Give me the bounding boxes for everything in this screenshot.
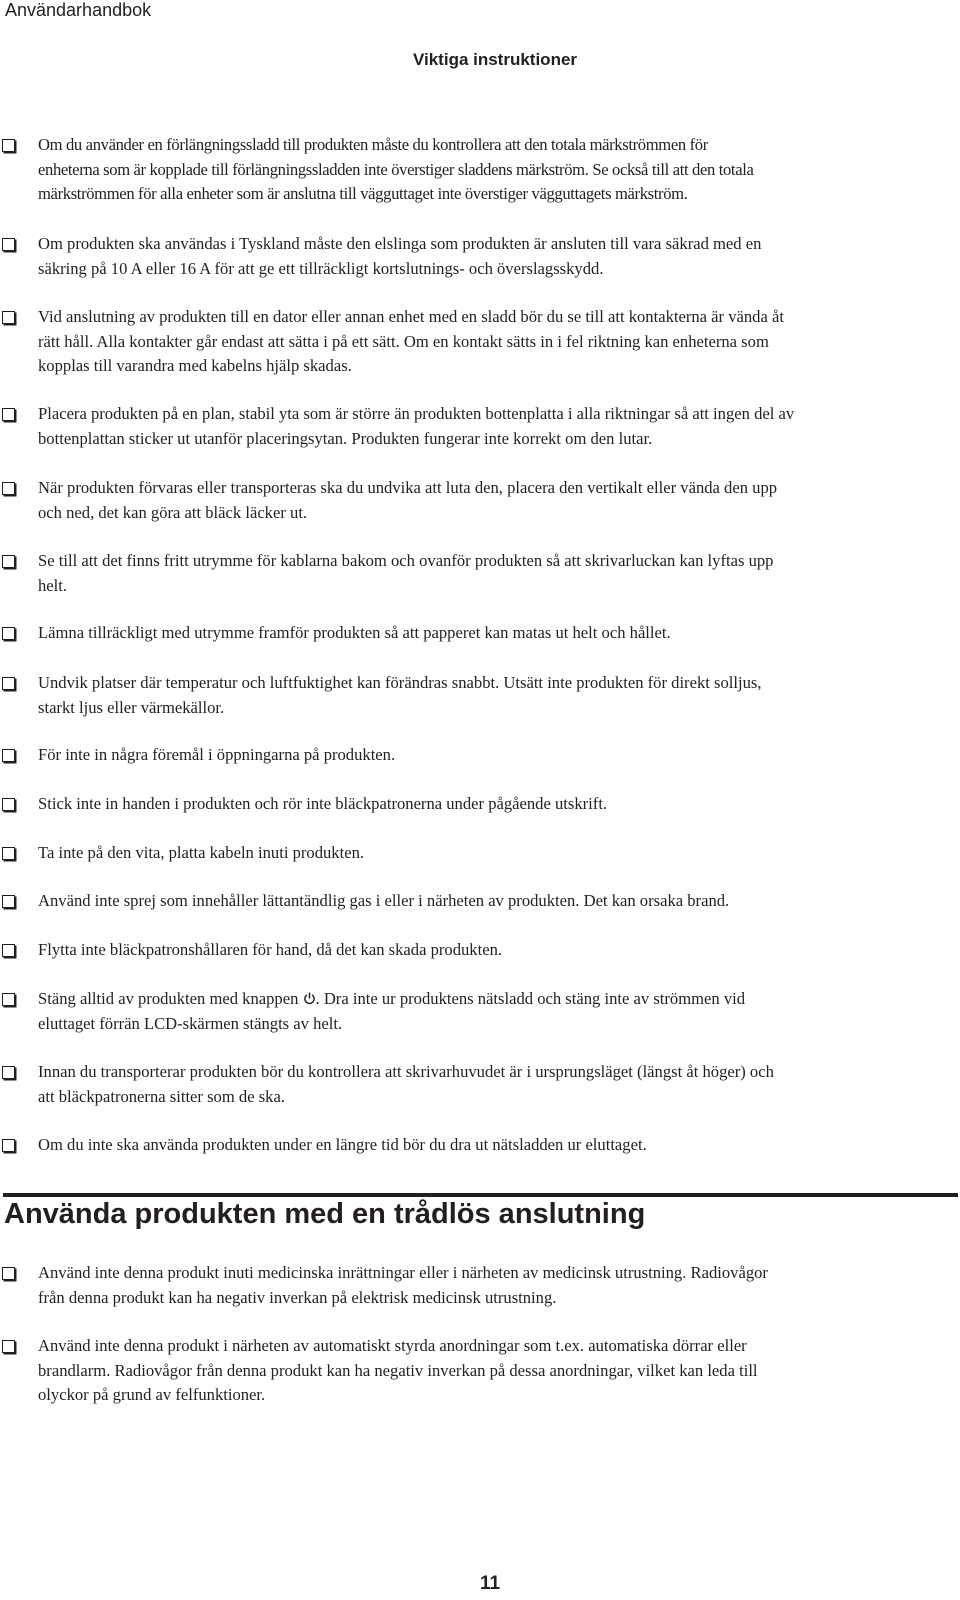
list-item-text: Placera produkten på en plan, stabil yta som är större än produkten bottenplatta i alla riktningar så att ingen del av bottenplattan sticker ut utanför placeringsytan. Produkten fungerar inte korrekt om den lutar. — [38, 404, 795, 448]
power-icon — [303, 992, 316, 1005]
checkbox-bullet-icon — [2, 555, 15, 568]
list-item-text: Vid anslutning av produkten till en dator eller annan enhet med en sladd bör du se till att kontakterna är vända åt rätt håll. Alla kontakter går endast att sätta i på ett sätt. Om en kontakt sätts in i fel riktning kan enheterna som kopplas till varandra med kabelns hjälp skadas. — [38, 307, 784, 375]
list-item-text: Ta inte på den vita, platta kabeln inuti produkten. — [38, 843, 365, 862]
list-item-text: Om du använder en förlängningssladd till produkten måste du kontrollera att den totala märkströmmen för enheterna som är kopplade till förlängningssladden inte överstiger sladdens märkström. Se också till att den totala märkströmmen för alla enheter som är anslutna till vägguttaget inte överstiger vägguttagets märkström. — [38, 135, 754, 203]
list-item-text: Lämna tillräckligt med utrymme framför produkten så att papperet kan matas ut helt och hållet. — [38, 623, 671, 642]
list-item-text: Innan du transporterar produkten bör du kontrollera att skrivarhuvudet är i ursprungsläget (längst åt höger) och att bläckpatronerna sitter som de ska. — [38, 1062, 774, 1106]
checkbox-bullet-icon — [2, 895, 15, 908]
list-item-text: Undvik platser där temperatur och luftfuktighet kan förändras snabbt. Utsätt inte produkten för direkt solljus, starkt ljus eller värmekällor. — [38, 673, 762, 717]
checkbox-bullet-icon — [2, 1066, 15, 1079]
list-item-text: Om produkten ska användas i Tyskland måste den elslinga som produkten är ansluten till vara säkrad med en säkring på 10 A eller 16 A för att ge ett tillräckligt kortslutnings- och överslagsskydd. — [38, 234, 762, 278]
checkbox-bullet-icon — [2, 238, 15, 251]
list-item-text: Använd inte sprej som innehåller lättantändlig gas i eller i närheten av produkten. Det kan orsaka brand. — [38, 891, 730, 910]
checkbox-bullet-icon — [2, 139, 15, 152]
list-item-text: Stick inte in handen i produkten och rör inte bläckpatronerna under pågående utskrift. — [38, 794, 608, 813]
checkbox-bullet-icon — [2, 677, 15, 690]
checkbox-bullet-icon — [2, 1139, 15, 1152]
checkbox-bullet-icon — [2, 993, 15, 1006]
list-item-text: För inte in några föremål i öppningarna på produkten. — [38, 745, 396, 764]
wireless-section-heading: Använda produkten med en trådlös anslutning — [4, 1198, 646, 1230]
section-title: Viktiga instruktioner — [412, 50, 578, 69]
list-item-text: Om du inte ska använda produkten under en längre tid bör du dra ut nätsladden ur eluttaget. — [38, 1135, 647, 1154]
checkbox-bullet-icon — [2, 627, 15, 640]
checkbox-bullet-icon — [2, 847, 15, 860]
list-item-text: När produkten förvaras eller transporteras ska du undvika att luta den, placera den vertikalt eller vända den upp och ned, det kan göra att bläck läcker ut. — [38, 478, 778, 522]
section-divider — [3, 1193, 958, 1197]
text-before-icon: Stäng alltid av produkten med knappen — [38, 989, 303, 1008]
checkbox-bullet-icon — [2, 311, 15, 324]
list-item-text: Använd inte denna produkt i närheten av automatiskt styrda anordningar som t.ex. automatiska dörrar eller brandlarm. Radiovågor från denna produkt kan ha negativ inverkan på dessa anordningar, vilket kan leda till olyckor på grund av felfunktioner. — [38, 1336, 758, 1404]
checkbox-bullet-icon — [2, 1267, 15, 1280]
running-head: Användarhandbok — [5, 0, 152, 20]
checkbox-bullet-icon — [2, 408, 15, 421]
checkbox-bullet-icon — [2, 749, 15, 762]
text-after-icon: . Dra inte ur produktens nätsladd och stäng inte av strömmen vid eluttaget förrän LCD-skärmen stängts av helt. — [38, 989, 746, 1033]
list-item-text: Flytta inte bläckpatronshållaren för hand, då det kan skada produkten. — [38, 940, 503, 959]
checkbox-bullet-icon — [2, 798, 15, 811]
checkbox-bullet-icon — [2, 944, 15, 957]
list-item-text: Se till att det finns fritt utrymme för kablarna bakom och ovanför produkten så att skrivarluckan kan lyftas upp helt. — [38, 551, 774, 595]
list-item-text — [38, 987, 958, 1036]
checkbox-bullet-icon — [2, 1340, 15, 1353]
page-number: 11 — [479, 1573, 501, 1594]
checkbox-bullet-icon — [2, 482, 15, 495]
list-item-text: Använd inte denna produkt inuti medicinska inrättningar eller i närheten av medicinsk utrustning. Radiovågor från denna produkt kan ha negativ inverkan på elektrisk medicinsk utrustning. — [38, 1263, 768, 1307]
